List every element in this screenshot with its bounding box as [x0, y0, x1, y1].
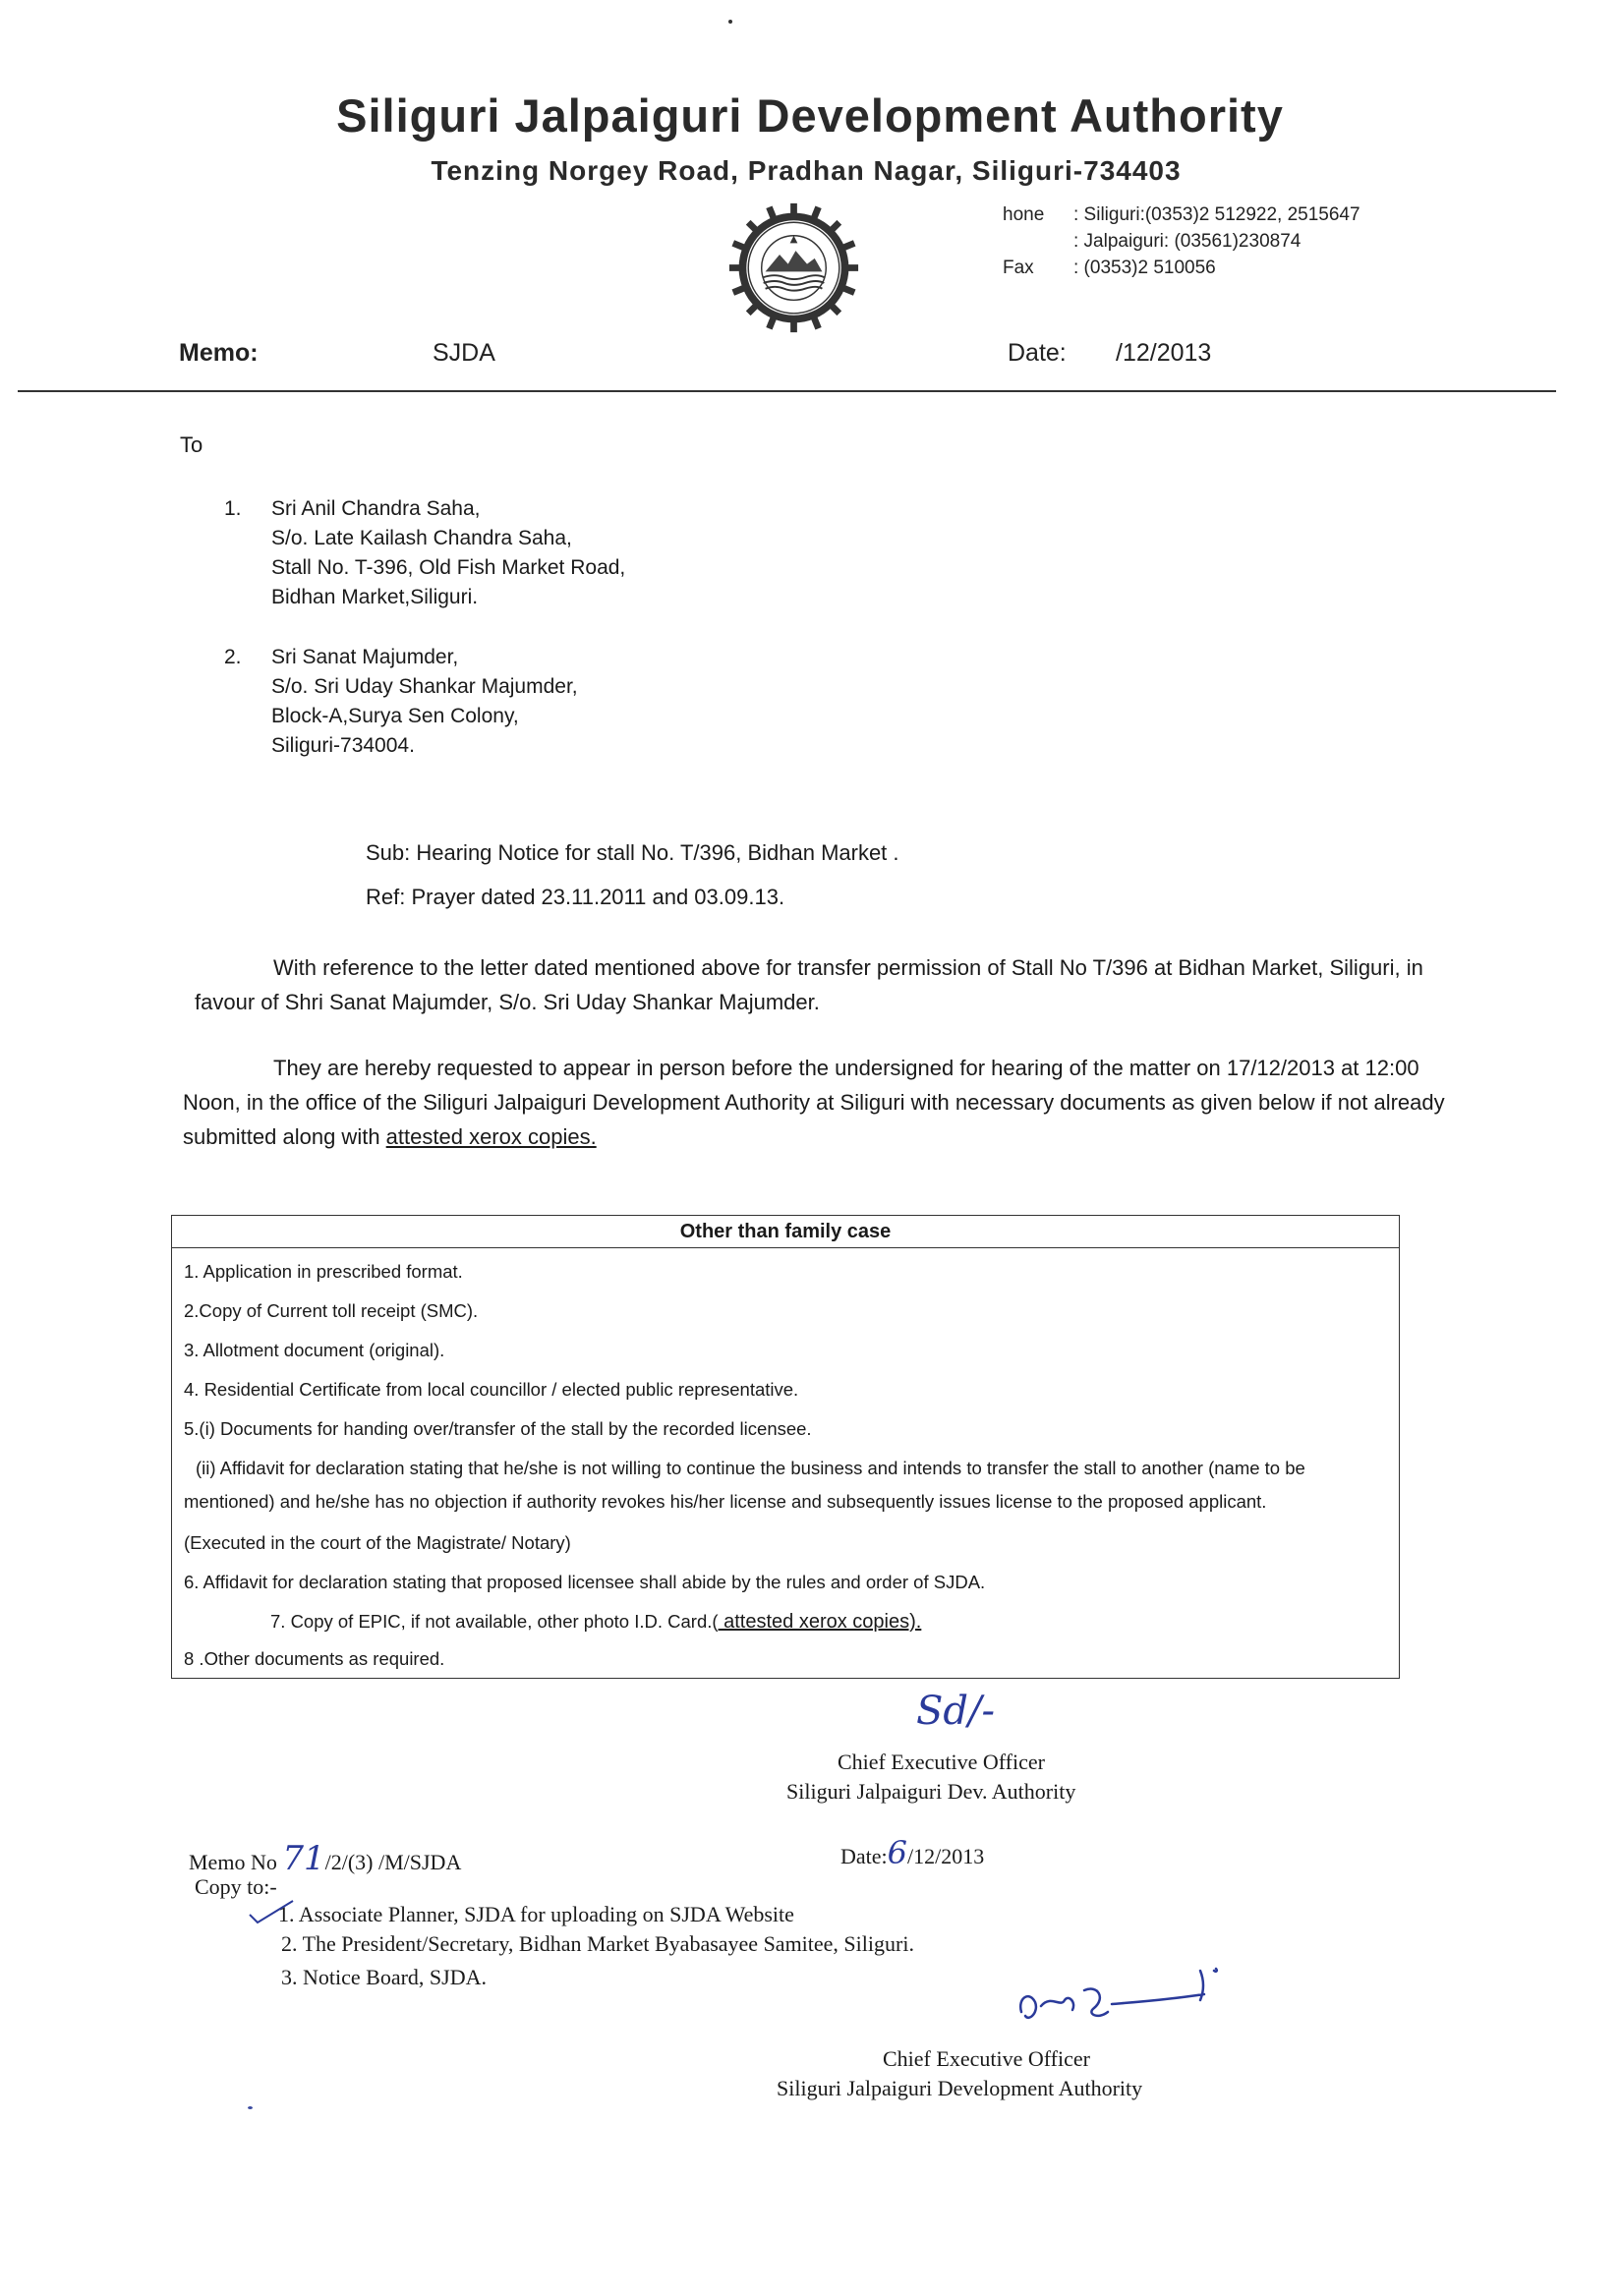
date-label: Date: — [1008, 339, 1067, 367]
addressee-number: 2. — [224, 646, 242, 668]
requirements-table — [171, 1215, 1400, 1679]
para1-line2: favour of Shri Sanat Majumder, S/o. Sri Uday Shankar Majumder. — [195, 990, 820, 1014]
memo-date-handwritten: 6 — [887, 1834, 908, 1871]
copy-item: 3. Notice Board, SJDA. — [281, 1965, 487, 1989]
addressee-line: Siliguri-734004. — [271, 734, 415, 757]
addressee-line: Sri Anil Chandra Saha, — [271, 497, 481, 520]
memo-value: SJDA — [433, 339, 495, 367]
para2-text: submitted along with — [183, 1124, 386, 1149]
addressee-line: Bidhan Market,Siliguri. — [271, 586, 479, 608]
copy-to-label: Copy to:- — [195, 1874, 277, 1899]
memo-date-suffix: /12/2013 — [907, 1844, 985, 1868]
table-row: 3. Allotment document (original). — [184, 1340, 445, 1360]
memo-suffix: /2/(3) /M/SJDA — [324, 1850, 462, 1874]
table-row: mentioned) and he/she has no objection if authority revokes his/her license and subsequently issues license to the proposed applicant. — [184, 1491, 1267, 1512]
phone-label: hone — [1003, 204, 1045, 225]
contact-block — [1003, 201, 1360, 281]
addressee-line: Block-A,Surya Sen Colony, — [271, 705, 519, 727]
org-name: Siliguri Jalpaiguri Development Authority — [336, 89, 1284, 142]
memo-handwritten-number: 71 — [282, 1839, 325, 1878]
table-row: 2.Copy of Current toll receipt (SMC). — [184, 1300, 479, 1321]
addressee-line: Sri Sanat Majumder, — [271, 646, 459, 668]
para2-underlined: attested xerox copies. — [385, 1124, 597, 1149]
to-label: To — [180, 432, 203, 457]
signature1-title: Chief Executive Officer — [838, 1750, 1045, 1774]
row7-underlined: attested xerox copies). — [718, 1611, 922, 1633]
table-heading: Other than family case — [172, 1216, 1399, 1248]
handwritten-sd-signature: Sd/- — [916, 1689, 995, 1734]
reference-line: Ref: Prayer dated 23.11.2011 and 03.09.13. — [366, 885, 785, 909]
row7-text: 7. Copy of EPIC, if not available, other photo I.D. Card.( — [270, 1611, 719, 1632]
handwritten-tick-mark — [248, 1897, 295, 1926]
subject-line: Sub: Hearing Notice for stall No. T/396, Bidhan Market . — [366, 840, 899, 865]
table-row: (Executed in the court of the Magistrate/ Notary) — [184, 1532, 571, 1553]
handwritten-signature — [1008, 1951, 1248, 2035]
addressee-line: S/o. Sri Uday Shankar Majumder, — [271, 675, 578, 698]
table-row: 6. Affidavit for declaration stating that proposed licensee shall abide by the rules and order of SJDA. — [184, 1572, 986, 1592]
signature2-title: Chief Executive Officer — [883, 2046, 1090, 2071]
table-row: 1. Application in prescribed format. — [184, 1261, 463, 1282]
sjda-seal-logo — [727, 201, 860, 334]
addressee-number: 1. — [224, 497, 242, 520]
memo-label: Memo: — [179, 339, 259, 367]
scan-speck — [248, 2106, 253, 2109]
org-address: Tenzing Norgey Road, Pradhan Nagar, Siliguri-734403 — [431, 155, 1182, 186]
para2-line3 — [183, 1120, 597, 1154]
addressee-line: Stall No. T-396, Old Fish Market Road, — [271, 556, 626, 579]
memo-date — [840, 1834, 985, 1871]
signature1-org: Siliguri Jalpaiguri Dev. Authority — [786, 1779, 1076, 1804]
memo-prefix: Memo No — [189, 1850, 277, 1874]
date-value: /12/2013 — [1116, 339, 1212, 367]
para2-line1: They are hereby requested to appear in person before the undersigned for hearing of the matter on 17/12/2013 at 12:00 — [273, 1056, 1419, 1080]
memo-date-prefix: Date: — [840, 1844, 888, 1868]
phone-siliguri: : Siliguri:(0353)2 512922, 2515647 — [1073, 204, 1360, 225]
scan-speck — [728, 20, 732, 24]
addressee-line: S/o. Late Kailash Chandra Saha, — [271, 527, 572, 549]
para1-line1: With reference to the letter dated mentioned above for transfer permission of Stall No T/396 at Bidhan Market, Siliguri, in — [273, 955, 1423, 980]
signature2-org: Siliguri Jalpaiguri Development Authority — [777, 2076, 1143, 2100]
table-row: 5.(i) Documents for handing over/transfer of the stall by the recorded licensee. — [184, 1418, 812, 1439]
fax-label: Fax — [1003, 258, 1034, 278]
copy-item: 2. The President/Secretary, Bidhan Market Byabasayee Samitee, Siliguri. — [281, 1931, 914, 1956]
fax-value: : (0353)2 510056 — [1073, 258, 1216, 278]
table-row — [270, 1611, 921, 1634]
copy-item: 1. Associate Planner, SJDA for uploading on SJDA Website — [278, 1902, 794, 1926]
table-row: 8 .Other documents as required. — [184, 1648, 445, 1669]
header-divider — [18, 390, 1556, 392]
phone-jalpaiguri: : Jalpaiguri: (03561)230874 — [1073, 231, 1302, 252]
table-row: 4. Residential Certificate from local councillor / elected public representative. — [184, 1379, 799, 1400]
table-row: (ii) Affidavit for declaration stating that he/she is not willing to continue the business and intends to transfer the stall to another (name to be — [196, 1458, 1305, 1478]
para2-line2: Noon, in the office of the Siliguri Jalpaiguri Development Authority at Siliguri with necessary documents as given below if not already — [183, 1090, 1445, 1115]
